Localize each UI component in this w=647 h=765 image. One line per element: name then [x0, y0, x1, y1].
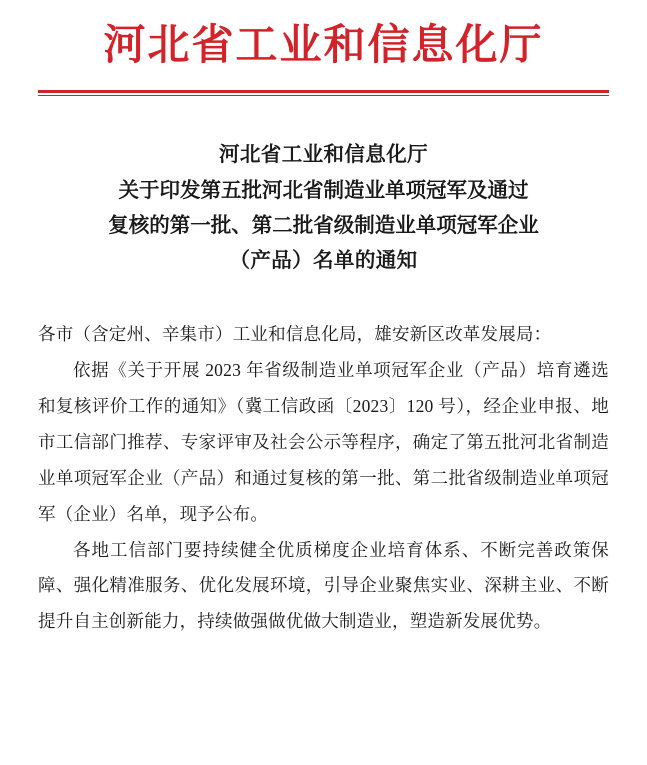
document-title-line-4: （产品）名单的通知 [229, 250, 418, 273]
document-paragraph-2: 各地工信部门要持续健全优质梯度企业培育体系、不断完善政策保障、强化精准服务、优化发展环境，引导企业聚焦实业、深耕主业、不断提升自主创新能力，持续做强做优做大制造业，塑造新发展优势。 [38, 539, 609, 632]
document-title [38, 138, 609, 279]
document-title-line-3: 复核的第一批、第二批省级制造业单项冠军企业 [108, 214, 539, 237]
document-body [38, 317, 609, 640]
document-title-line-2: 关于印发第五批河北省制造业单项冠军及通过 [118, 179, 529, 202]
letterhead-divider-thin [38, 95, 609, 96]
letterhead-divider-thick [38, 90, 609, 93]
document-paragraph-1: 依据《关于开展 2023 年省级制造业单项冠军企业（产品）培育遴选和复核评价工作的通知》（冀工信政函〔2023〕120 号），经企业申报、地市工信部门推荐、专家评审及社会公示等程序，确定了第五批河北省制造业单项冠军企业（产品）和通过复核的第一批、第二批省级制造业单项冠军（企业）名单，现予公布。 [38, 360, 609, 524]
letterhead [38, 0, 609, 96]
document-salutation: 各市（含定州、辛集市）工业和信息化局，雄安新区改革发展局： [38, 324, 552, 345]
document-title-line-1: 河北省工业和信息化厅 [219, 144, 428, 167]
letterhead-organization-title: 河北省工业和信息化厅 [103, 23, 544, 69]
